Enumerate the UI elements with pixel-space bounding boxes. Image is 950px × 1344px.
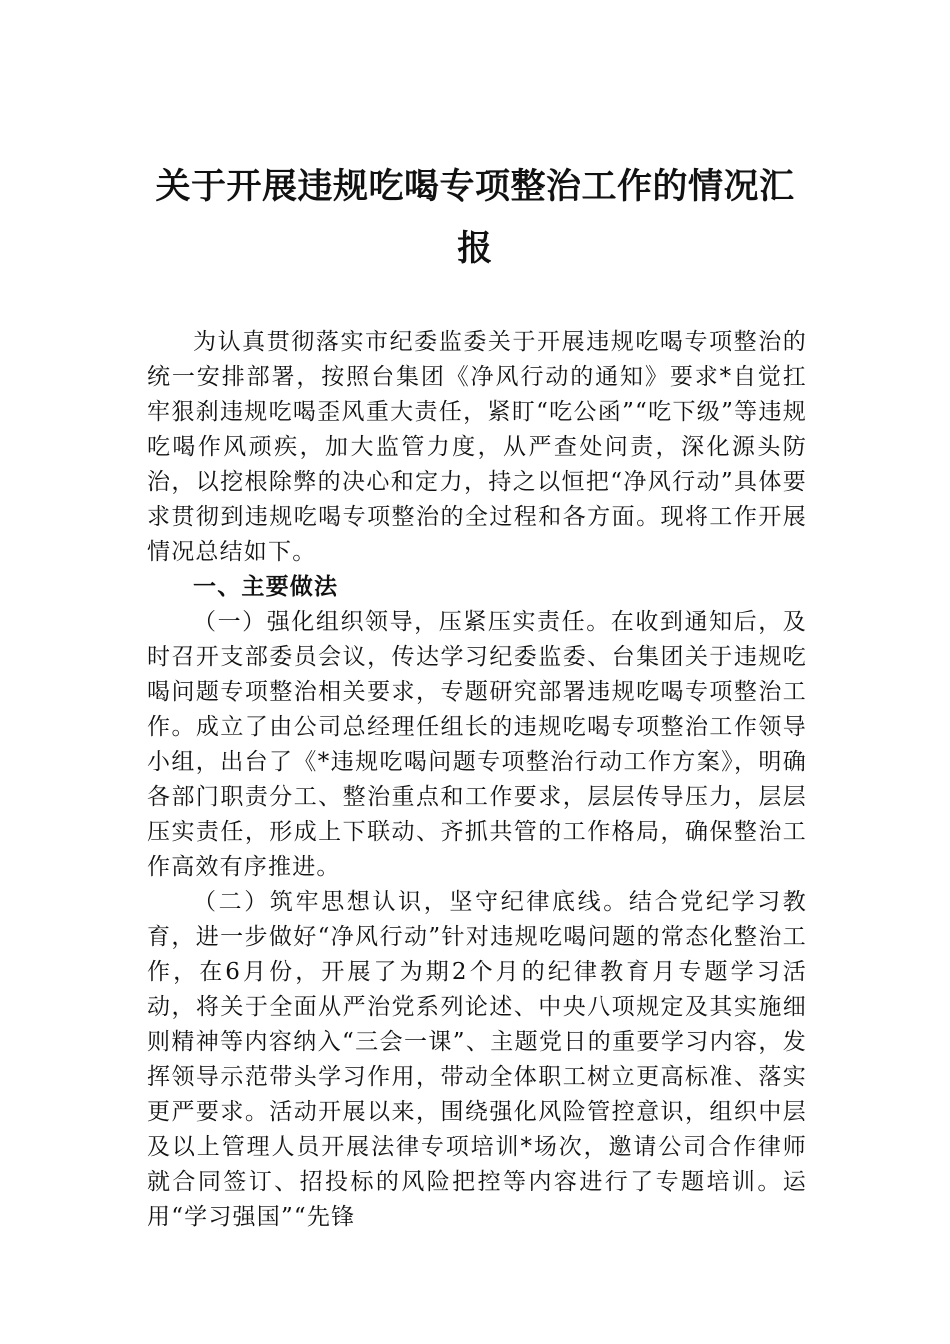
intro-paragraph: 为认真贯彻落实市纪委监委关于开展违规吃喝专项整治的统一安排部署，按照台集团《净风行动的通知》要求*自觉扛牢狠刹违规吃喝歪风重大责任，紧盯“吃公函”“吃下级”等违规吃喝作风顽疾，加大监管力度，从严查处问责，深化源头防治，以挖根除弊的决心和定力，持之以恒把“净风行动”具体要求贯彻到违规吃喝专项整治的全过程和各方面。现将工作开展情况总结如下。: [147, 329, 807, 565]
document-body: [147, 325, 807, 1235]
paragraph-awareness: （二）筑牢思想认识，坚守纪律底线。结合党纪学习教育，进一步做好“净风行动”针对违规吃喝问题的常态化整治工作，在6月份，开展了为期2个月的纪律教育月专题学习活动，将关于全面从严治党系列论述、中央八项规定及其实施细则精神等内容纳入“三会一课”、主题党日的重要学习内容，发挥领导示范带头学习作用，带动全体职工树立更高标准、落实更严要求。活动开展以来，围绕强化风险管控意识，组织中层及以上管理人员开展法律专项培训*场次，邀请公司合作律师就合同签订、招投标的风险把控等内容进行了专题培训。运用“学习强国”“先锋: [147, 889, 807, 1230]
paragraph-organization: （一）强化组织领导，压紧压实责任。在收到通知后，及时召开支部委员会议，传达学习纪委监委、台集团关于违规吃喝问题专项整治相关要求，专题研究部署违规吃喝专项整治工作。成立了由公司总经理任组长的违规吃喝专项整治工作领导小组，出台了《*违规吃喝问题专项整治行动工作方案》，明确各部门职责分工、整治重点和工作要求，层层传导压力，层层压实责任，形成上下联动、齐抓共管的工作格局，确保整治工作高效有序推进。: [147, 609, 807, 880]
document-title: 关于开展违规吃喝专项整治工作的情况汇报: [155, 166, 795, 269]
section-heading: 一、主要做法: [193, 574, 339, 600]
